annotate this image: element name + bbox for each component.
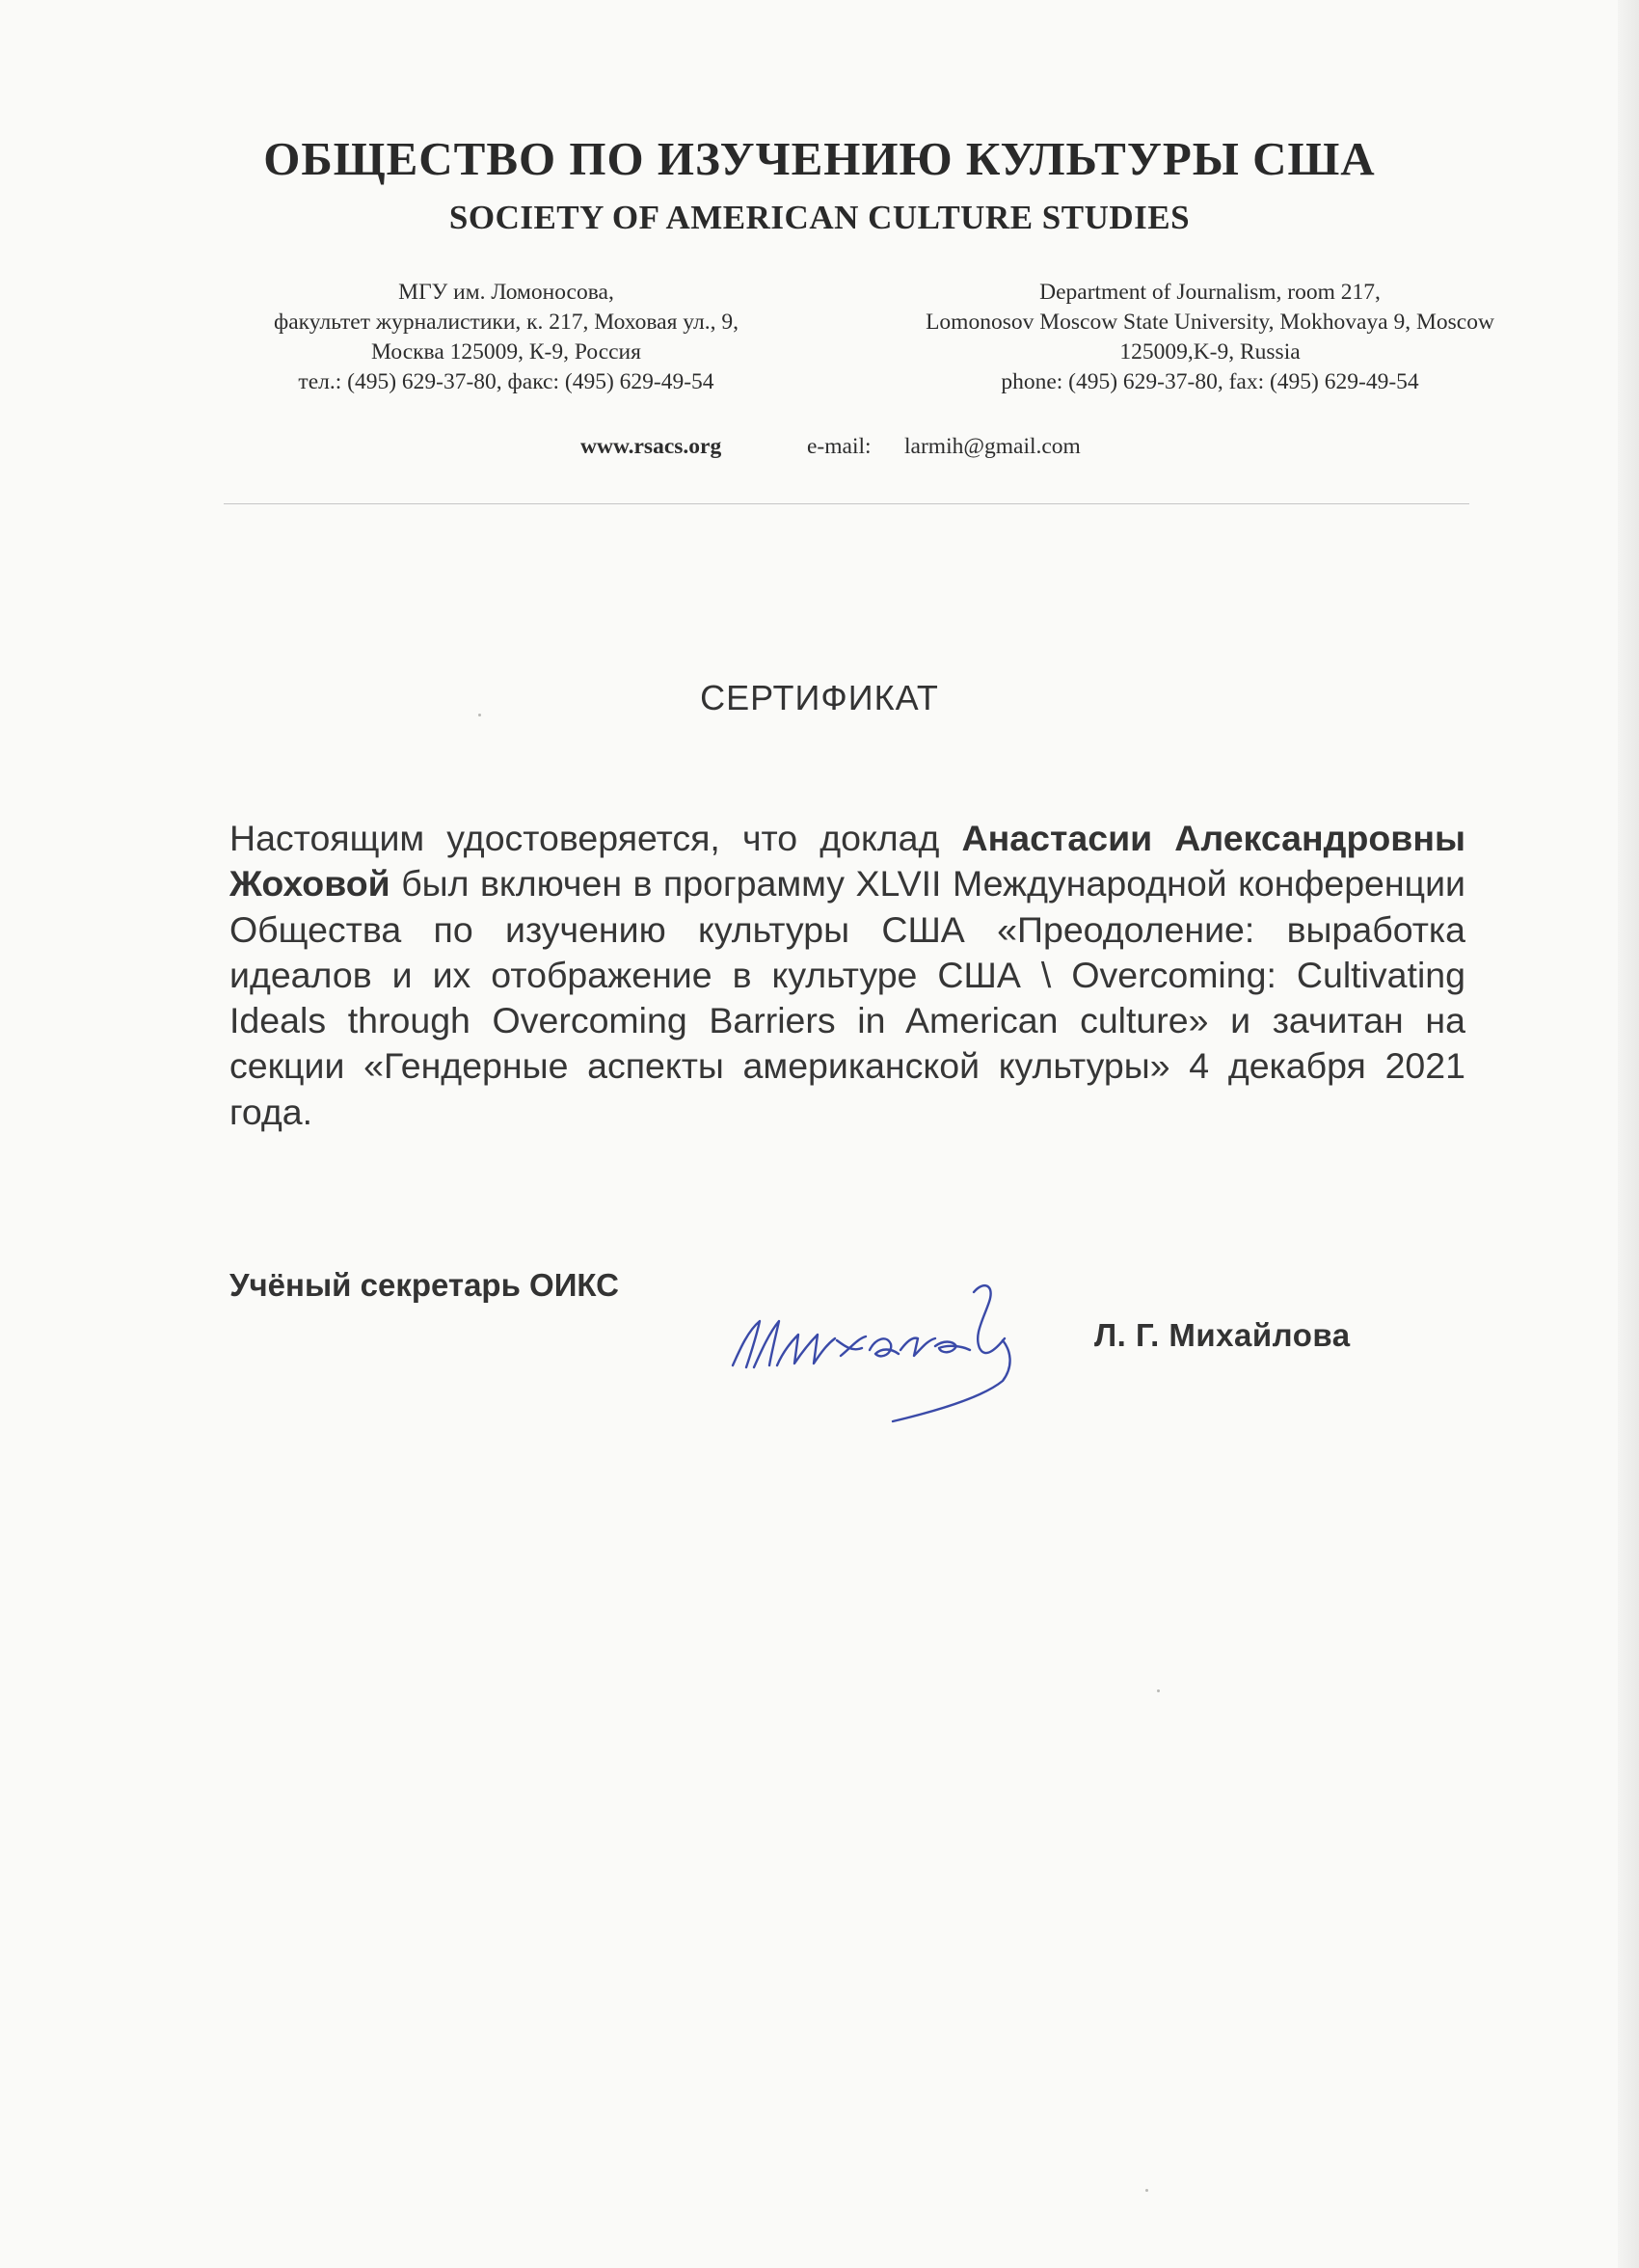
email-address: larmih@gmail.com — [904, 434, 1081, 459]
scan-speck — [478, 714, 481, 716]
website-link: www.rsacs.org — [580, 434, 722, 459]
signatory-role: Учёный секретарь ОИКС — [229, 1267, 619, 1303]
address-en — [863, 278, 1557, 397]
society-title-en: SOCIETY OF AMERICAN CULTURE STUDIES — [448, 199, 1191, 236]
address-ru-line: тел.: (495) 629-37-80, факс: (495) 629-49-54 — [298, 369, 714, 394]
certificate-title: СЕРТИФИКАТ — [700, 678, 939, 717]
scan-speck — [1145, 2189, 1148, 2192]
header-divider — [224, 503, 1469, 504]
handwritten-signature — [721, 1271, 1049, 1425]
address-ru-line: факультет журналистики, к. 217, Моховая ул., 9, — [274, 310, 739, 335]
address-en-line: phone: (495) 629-37-80, fax: (495) 629-49-54 — [1001, 369, 1419, 394]
address-ru-line: МГУ им. Ломоносова, — [398, 280, 614, 305]
address-ru-line: Москва 125009, К-9, Россия — [371, 339, 641, 364]
society-title-ru: ОБЩЕСТВО ПО ИЗУЧЕНИЮ КУЛЬТУРЫ США — [263, 132, 1376, 185]
recipient-name: Анастасии Александровны Жоховой — [229, 818, 1465, 904]
scan-speck — [1157, 1689, 1160, 1692]
address-en-line: Lomonosov Moscow State University, Mokhovaya 9, Moscow — [926, 310, 1494, 335]
certificate-body — [229, 816, 1465, 1135]
email-label: e-mail: — [807, 434, 872, 459]
signatory-name: Л. Г. Михайлова — [1094, 1317, 1351, 1353]
address-en-line: 125009,K-9, Russia — [1119, 339, 1301, 364]
address-ru — [217, 278, 795, 397]
address-en-line: Department of Journalism, room 217, — [1039, 280, 1381, 305]
body-text-end: был включен в программу XLVII Международной конференции Общества по изучению культуры США «Преодоление: выработка идеалов и их отображение в культуре США \ Overcoming: Cultivating Ideals through Overcoming Barriers in American culture» и зачитан на секции «Гендерные аспекты американской культуры» 4 декабря 2021 года. — [229, 863, 1465, 1132]
body-text-start: Настоящим удостоверяется, что доклад — [229, 818, 962, 858]
scan-edge — [1618, 0, 1639, 2268]
